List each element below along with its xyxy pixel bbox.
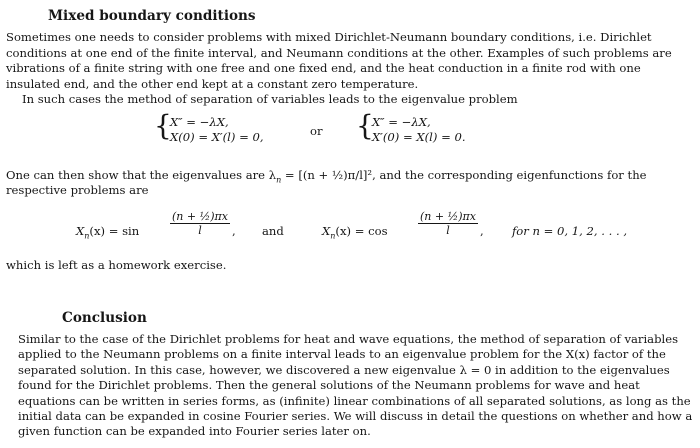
eigen-text-1: One can then show that the eigenvalues are λ (6, 168, 277, 182)
eigen-text-2: = [(n + ½)π/l]², and the corresponding eigenfunctions for the (281, 168, 647, 182)
homework-note: which is left as a homework exercise. (6, 258, 227, 272)
ef1-denominator: l (198, 224, 202, 237)
ef2-denominator: l (446, 224, 450, 237)
ef1-lhs: X (76, 224, 85, 238)
ef2-mid: (x) = cos (335, 224, 388, 238)
ef1-comma: , (232, 224, 236, 238)
ef1-numerator: (n + ½)πx (172, 210, 228, 223)
lead-sentence: In such cases the method of separation of variables leads to the eigenvalue problem (22, 92, 518, 106)
section-heading-mixed: Mixed boundary conditions (48, 8, 256, 24)
section-heading-conclusion: Conclusion (62, 310, 147, 326)
ef2-lhs: X (322, 224, 331, 238)
eigenfunction-sin-fraction (170, 210, 230, 237)
eigenfunction-sin-lhs (76, 224, 139, 240)
eigenvalue-sentence (6, 168, 647, 184)
eigen-subscript: n (276, 175, 282, 185)
eigenfunction-cos-fraction (418, 210, 478, 237)
conclusion-paragraph: Similar to the case of the Dirichlet problems for heat and wave equations, the method of separation of variables applied to the Neumann problems on a finite interval leads to an eigenvalue problem for the X(x) factor of the separated solution. In this case, however, we discovered a new eigenvalue λ = 0 in addition to the eigenvalues found for the Dirichlet problems. Then the general solutions of the Neumann problems for wave and heat equations can be written in series forms, as (infinite) linear combinations of all separated solutions, as long as the initial data can be expanded in cosine Fourier series. We will discuss in detail the questions on whether and how a given function can be expanded into Fourier series later on. (18, 332, 693, 439)
system2-equation-1: X″ = −λX, (372, 115, 431, 129)
intro-paragraph: Sometimes one needs to consider problems with mixed Dirichlet-Neumann boundary conditions, i.e. Dirichlet conditions at one end of the finite interval, and Neumann conditions at the other. Examples of such problems are vibrations of a finite string with one free and one fixed end, and the heat conduction in a finite rod with one insulated end, and the other end kept at a constant zero temperature. (6, 30, 672, 91)
ef2-sub: n (330, 231, 336, 241)
left-brace-2: { (356, 109, 374, 142)
ef2-comma: , (480, 224, 484, 238)
and-word: and (262, 224, 284, 238)
index-range: for n = 0, 1, 2, . . . , (512, 224, 628, 238)
eigenfunction-cos-lhs (322, 224, 388, 240)
ef1-mid: (x) = sin (89, 224, 140, 238)
left-brace-1: { (154, 109, 172, 142)
system1-equation-2: X(0) = X′(l) = 0, (170, 130, 264, 144)
system2-equation-2: X′(0) = X(l) = 0. (372, 130, 466, 144)
eigen-text-3: respective problems are (6, 183, 149, 197)
system1-equation-1: X″ = −λX, (170, 115, 229, 129)
ef2-numerator: (n + ½)πx (420, 210, 476, 223)
ef1-sub: n (84, 231, 90, 241)
or-word: or (310, 124, 323, 138)
